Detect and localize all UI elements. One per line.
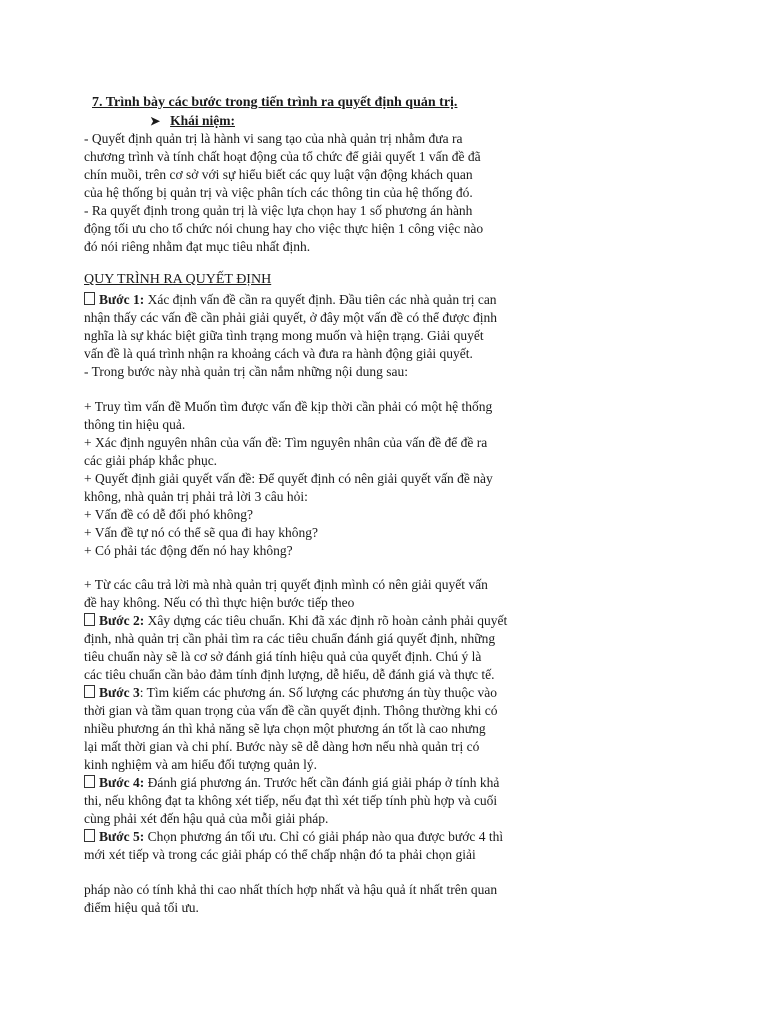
- step2-line: tiêu chuẩn này sẽ là cơ sở đánh giá tính hiệu quả của quyết định. Chú ý là: [84, 649, 482, 664]
- step3-line: [84, 684, 497, 702]
- document-title: 7. Trình bày các bước trong tiến trình ra quyết định quản trị.: [92, 95, 458, 110]
- final-line: pháp nào có tính khả thi cao nhất thích hợp nhất và hậu quả ít nhất trên quan: [84, 882, 498, 897]
- step1-question: + Vấn đề tự nó có thể sẽ qua đi hay không?: [84, 525, 319, 540]
- step2-line: các tiêu chuẩn cần bảo đảm tính định lượng, dễ hiểu, dễ đánh giá và thực tế.: [84, 667, 495, 682]
- checkbox-bullet-icon: [84, 829, 95, 842]
- checkbox-bullet-icon: [84, 292, 95, 305]
- step4-label: Bước 4:: [99, 775, 145, 790]
- step5-text: Chọn phương án tối ưu. Chỉ có giải pháp nào qua được bước 4 thì: [144, 829, 504, 844]
- concept-line: của hệ thống bị quản trị và việc phân tích các thông tin của hệ thống đó.: [84, 185, 473, 200]
- step1-question: + Có phải tác động đến nó hay không?: [84, 543, 293, 558]
- step4-text: Đánh giá phương án. Trước hết cần đánh giá giải pháp ở tính khả: [144, 775, 500, 790]
- step4-line: [84, 774, 499, 792]
- step5-line: [84, 828, 503, 846]
- step1-line: - Trong bước này nhà quản trị cần nắm những nội dung sau:: [84, 364, 408, 379]
- checkbox-bullet-icon: [84, 613, 95, 626]
- step3-line: kinh nghiệm và am hiểu đối tượng quản lý.: [84, 757, 318, 772]
- step3-text: : Tìm kiếm các phương án. Số lượng các phương án tùy thuộc vào: [139, 685, 497, 700]
- concept-line: chương trình và tính chất hoạt động của tổ chức để giải quyết 1 vấn đề đã: [84, 149, 481, 164]
- step1-detail: thông tin hiệu quả.: [84, 417, 186, 432]
- step4-line: cùng phải xét đến hậu quả của mỗi giải pháp.: [84, 811, 329, 826]
- concept-line: chín muồi, trên cơ sở với sự hiểu biết các quy luật vận động khách quan: [84, 167, 473, 182]
- step5-line: mới xét tiếp và trong các giải pháp có thể chấp nhận đó ta phải chọn giải: [84, 847, 476, 862]
- step3-label: Bước 3: [99, 685, 140, 700]
- step5-label: Bước 5:: [99, 829, 145, 844]
- step3-line: thời gian và tầm quan trọng của vấn đề cần quyết định. Thông thường khi có: [84, 703, 498, 718]
- step1-line: [84, 291, 497, 309]
- step1-conclusion: đề hay không. Nếu có thì thực hiện bước tiếp theo: [84, 595, 355, 610]
- step3-line: nhiều phương án thì khả năng sẽ lựa chọn một phương án tốt là cao nhưng: [84, 721, 486, 736]
- process-heading: QUY TRÌNH RA QUYẾT ĐỊNH: [84, 272, 272, 287]
- step1-detail: + Xác định nguyên nhân của vấn đề: Tìm nguyên nhân của vấn đề để đề ra: [84, 435, 488, 450]
- arrow-bullet-icon: ➤: [150, 114, 161, 128]
- concept-line: đó nói riêng nhằm đạt mục tiêu nhất định.: [84, 239, 311, 254]
- step2-text: Xây dựng các tiêu chuẩn. Khi đã xác định rõ hoàn cảnh phải quyết: [144, 613, 508, 628]
- step1-line: vấn đề là quá trình nhận ra khoảng cách và đưa ra hành động giải quyết.: [84, 346, 473, 361]
- step1-label: Bước 1:: [99, 292, 145, 307]
- step3-line: lại mất thời gian và chi phí. Bước này sẽ dễ dàng hơn nếu nhà quản trị có: [84, 739, 480, 754]
- step1-line: nhận thấy các vấn đề cần phải giải quyết, ở đây một vấn đề có thể được định: [84, 310, 497, 325]
- step2-label: Bước 2:: [99, 613, 145, 628]
- concept-line: - Quyết định quản trị là hành vi sang tạo của nhà quản trị nhằm đưa ra: [84, 131, 463, 146]
- step1-detail: các giải pháp khắc phục.: [84, 453, 218, 468]
- concept-line: - Ra quyết định trong quản trị là việc lựa chọn hay 1 số phương án hành: [84, 203, 473, 218]
- checkbox-bullet-icon: [84, 685, 95, 698]
- concept-line: động tối ưu cho tổ chức nói chung hay cho việc thực hiện 1 công việc nào: [84, 221, 484, 236]
- step1-detail: + Quyết định giải quyết vấn đề: Để quyết định có nên giải quyết vấn đề này: [84, 471, 493, 486]
- step1-line: nghĩa là sự khác biệt giữa tình trạng mong muốn và hiện trạng. Giải quyết: [84, 328, 484, 343]
- step2-line: định, nhà quản trị cần phải tìm ra các tiêu chuẩn đánh giá quyết định, những: [84, 631, 496, 646]
- checkbox-bullet-icon: [84, 775, 95, 788]
- step1-conclusion: + Từ các câu trả lời mà nhà quản trị quyết định mình có nên giải quyết vấn: [84, 577, 488, 592]
- step1-detail: không, nhà quản trị phải trả lời 3 câu hỏi:: [84, 489, 308, 504]
- final-line: điểm hiệu quả tối ưu.: [84, 900, 199, 915]
- concept-subheading: [150, 112, 235, 130]
- step1-detail: + Truy tìm vấn đề Muốn tìm được vấn đề kịp thời cần phải có một hệ thống: [84, 399, 493, 414]
- step2-line: [84, 612, 507, 630]
- step4-line: thi, nếu không đạt ta không xét tiếp, nếu đạt thì xét tiếp tính phù hợp và cuối: [84, 793, 498, 808]
- concept-heading-text: Khái niệm:: [170, 113, 235, 128]
- step1-question: + Vấn đề có dễ đối phó không?: [84, 507, 253, 522]
- step1-text: Xác định vấn đề cần ra quyết định. Đầu tiên các nhà quản trị can: [144, 292, 497, 307]
